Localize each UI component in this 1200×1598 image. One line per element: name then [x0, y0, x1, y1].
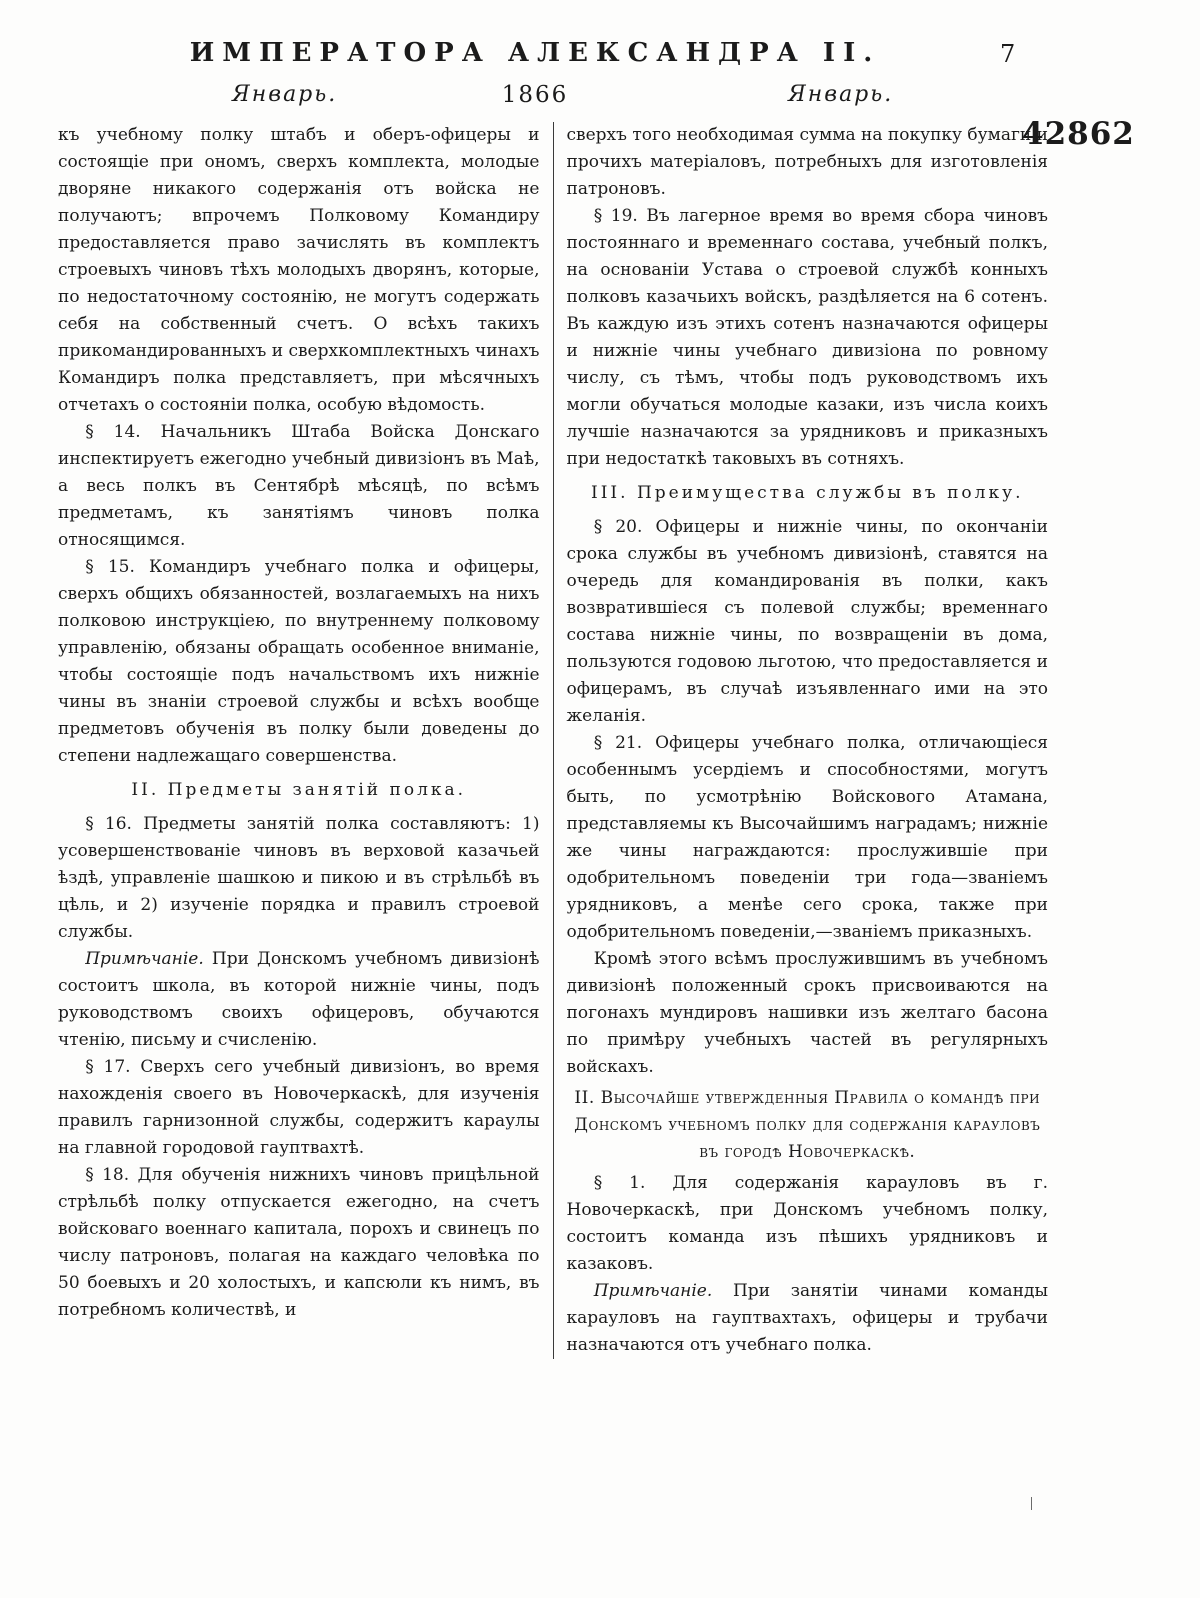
- left-column: [58, 122, 540, 1359]
- paragraph-continuation: сверхъ того необходимая сумма на покупку бумаги и прочихъ матеріаловъ, потребныхъ для изготовленія патроновъ.: [566, 125, 1048, 199]
- paragraph-section-21: § 21. Офицеры учебнаго полка, отличающіеся особеннымъ усердіемъ и способностями, могутъ быть, по усмотрѣнію Войскового Атамана, представляемы къ Высочайшимъ наградамъ; нижніе же чины награждаются: прослужившіе при одобрительномъ поведеніи три года—званіемъ урядниковъ, а менѣе сего срока, также при одобрительномъ поведеніи,—званіемъ приказныхъ.: [566, 733, 1048, 942]
- note-text: При Донскомъ учебномъ дивизіонѣ состоитъ школа, въ которой нижніе чины, подъ руководствомъ своихъ офицеровъ, обучаются чтенію, письму и счисленію.: [58, 949, 540, 1050]
- scan-artifact-tick: [1031, 1497, 1032, 1510]
- two-column-body: [58, 122, 1048, 1359]
- year-label: 1866: [501, 82, 569, 108]
- running-title: ИМПЕРАТОРА АЛЕКСАНДРА II.: [189, 38, 881, 68]
- section-heading-3: III. Преимущества службы въ полку.: [591, 483, 1024, 503]
- note-label: Примѣчаніе.: [85, 949, 204, 969]
- date-row: [0, 82, 1200, 112]
- note-label: Примѣчаніе.: [593, 1281, 713, 1301]
- rules-subtitle: II. Высочайше утвержденныя Правила о командѣ при Донскомъ учебномъ полку для содержанія карауловъ въ городѣ Новочеркаскѣ.: [574, 1088, 1041, 1162]
- paragraph-continuation: къ учебному полку штабъ и оберъ-офицеры и состоящіе при ономъ, сверхъ комплекта, молодые дворяне никакого содержанія отъ войска не получаютъ; впрочемъ Полковому Командиру предоставляется право зачислять въ комплектъ строевыхъ чиновъ тѣхъ молодыхъ дворянъ, которые, по недостаточному состоянію, не могутъ содержать себя на собственный счетъ. О всѣхъ такихъ прикомандированныхъ и сверхкомплектныхъ чинахъ Командиръ полка представляетъ, при мѣсячныхъ отчетахъ о состояніи полка, особую вѣдомость.: [58, 125, 540, 415]
- page-number: 7: [1000, 40, 1016, 68]
- section-heading-2: II. Предметы занятій полка.: [131, 780, 467, 800]
- paragraph-section-15: § 15. Командиръ учебнаго полка и офицеры, сверхъ общихъ обязанностей, возлагаемыхъ на нихъ полковою инструкціею, по внутреннему полковому управленію, обязаны обращать особенное вниманіе, чтобы состоящіе подъ начальствомъ ихъ нижніе чины въ знаніи строевой службы и всѣхъ вообще предметовъ обученія въ полку были доведены до степени надлежащаго совершенства.: [58, 557, 540, 766]
- paragraph-section-14: § 14. Начальникъ Штаба Войска Донскаго инспектируетъ ежегодно учебный дивизіонъ въ Маѣ, а весь полкъ въ Сентябрѣ мѣсяцѣ, по всѣмъ предметамъ, къ занятіямъ чиновъ полка относящимся.: [58, 422, 540, 550]
- note-paragraph: [58, 946, 540, 1054]
- page-header: [0, 0, 1200, 152]
- paragraph-krome: Кромѣ этого всѣмъ прослужившимъ въ учебномъ дивизіонѣ положенный срокъ присвоиваются на погонахъ мундировъ нашивки изъ желтаго басона по примѣру учебныхъ частей въ регулярныхъ войскахъ.: [566, 949, 1048, 1077]
- paragraph-section-20: § 20. Офицеры и нижніе чины, по окончаніи срока службы въ учебномъ дивизіонѣ, ставятся на очередь для командированія въ полки, какъ возвратившіеся съ полевой службы; временнаго состава нижніе чины, по возвращеніи въ дома, пользуются годовою льготою, что предоставляется и офицерамъ, въ случаѣ изъявленнаго ими на это желанія.: [566, 517, 1048, 726]
- paragraph-section-19: § 19. Въ лагерное время во время сбора чиновъ постояннаго и временнаго состава, учебный полкъ, на основаніи Устава о строевой службѣ конныхъ полковъ казачьихъ войскъ, раздѣляется на 6 сотенъ. Въ каждую изъ этихъ сотенъ назначаются офицеры и нижніе чины учебнаго дивизіона по ровному числу, съ тѣмъ, чтобы подъ руководствомъ ихъ могли обучаться молодые казаки, изъ числа коихъ лучшіе назначаются за урядниковъ и приказныхъ при недостаткѣ таковыхъ въ сотняхъ.: [566, 206, 1048, 469]
- paragraph-section-17: § 17. Сверхъ сего учебный дивизіонъ, во время нахожденія своего въ Новочеркаскѣ, для изученія правилъ гарнизонной службы, содержитъ караулы на главной городовой гауптвахтѣ.: [58, 1057, 540, 1158]
- paragraph-section-18: § 18. Для обученія нижнихъ чиновъ прицѣльной стрѣльбѣ полку отпускается ежегодно, на счетъ войсковаго военнаго капитала, порохъ и свинецъ по числу патроновъ, полагая на каждаго человѣка по 50 боевыхъ и 20 холостыхъ, и капсюли къ нимъ, въ потребномъ количествѣ, и: [58, 1165, 540, 1320]
- right-column: [567, 122, 1049, 1359]
- act-number: 42862: [1022, 116, 1135, 152]
- right-month-label: Январь.: [788, 82, 894, 107]
- note-paragraph: [567, 1278, 1049, 1359]
- paragraph-section-16: § 16. Предметы занятій полка составляютъ: 1) усовершенствованіе чиновъ въ верховой казачьей ѣздѣ, управленіе шашкою и пикою и въ стрѣльбѣ въ цѣль, и 2) изученіе порядка и правилъ строевой службы.: [58, 814, 540, 942]
- paragraph-section-1: § 1. Для содержанія карауловъ въ г. Новочеркаскѣ, при Донскомъ учебномъ полку, состоитъ команда изъ пѣшихъ урядниковъ и казаковъ.: [566, 1173, 1048, 1274]
- column-divider: [553, 122, 554, 1359]
- note-text: При занятіи чинами команды карауловъ на гауптвахтахъ, офицеры и трубачи назначаются отъ учебнаго полка.: [566, 1281, 1048, 1355]
- left-month-label: Январь.: [232, 82, 338, 107]
